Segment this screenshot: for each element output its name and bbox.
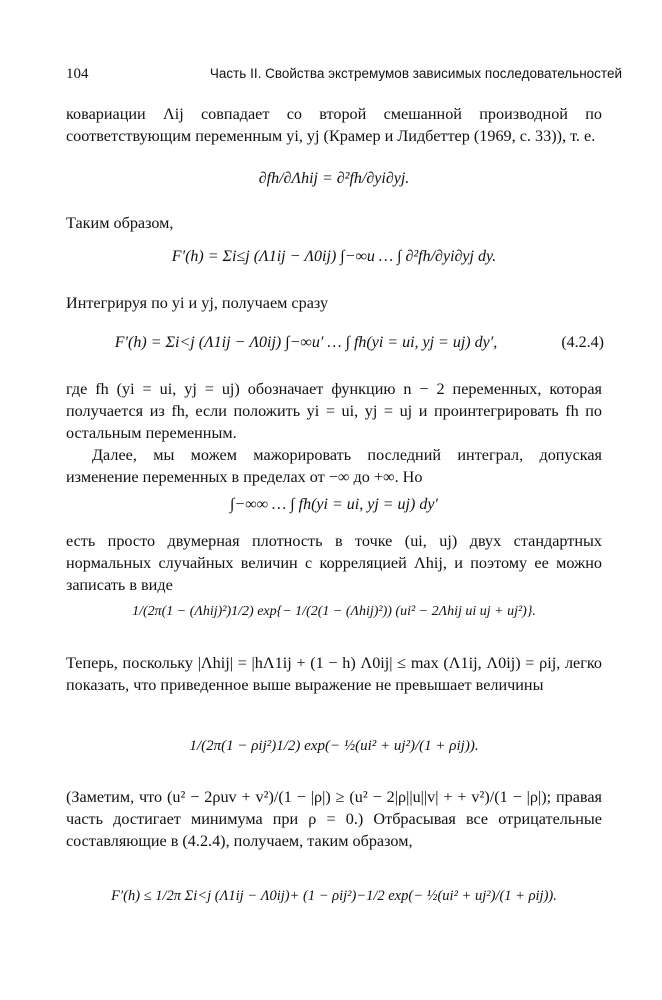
equation-6: 1/(2π(1 − ρij²)1/2) exp(− ½(ui² + uj²)/(1 + ρij)).	[189, 738, 479, 754]
equation-3-number: (4.2.4)	[561, 334, 604, 351]
paragraph-3: Интегрируя по yi и yj, получаем сразу	[66, 294, 329, 312]
paragraph-6: есть просто двумерная плотность в точке (ui, uj) двух стандартных нормальных случайных величин с корреляцией Λhij, и поэтому ее можно записать в виде	[66, 532, 602, 594]
equation-4: ∫−∞∞ … ∫ fh(yi = ui, yj = uj) dy′	[230, 496, 438, 513]
paragraph-2: Таким образом,	[66, 214, 174, 232]
paragraph-5: Далее, мы можем мажорировать последний интеграл, допуская изменение переменных в пределах от −∞ до +∞. Но	[66, 446, 602, 486]
paragraph-1: ковариации Λij совпадает со второй смешанной производной по соответствующим переменным yi, yj (Крамер и Лидбеттер (1969, с. 33)), т. е.	[66, 105, 602, 145]
paragraph-7: Теперь, поскольку |Λhij| = |hΛ1ij + (1 − h) Λ0ij| ≤ max (Λ1ij, Λ0ij) = ρij, легко показать, что приведенное выше выражение не превышает величины	[66, 654, 602, 694]
equation-3: F′(h) = Σi<j (Λ1ij − Λ0ij) ∫−∞u′ … ∫ fh(yi = ui, yj = uj) dy′,	[114, 334, 498, 351]
page-number: 104	[66, 66, 89, 82]
paragraph-4: где fh (yi = ui, yj = uj) обозначает функцию n − 2 переменных, которая получается из fh, если положить yi = ui, yj = uj и проинтегрировать fh по остальным переменным.	[66, 380, 602, 442]
running-head: Часть II. Свойства экстремумов зависимых последовательностей	[209, 66, 622, 81]
page-header	[66, 66, 622, 88]
equation-5: 1/(2π(1 − (Λhij)²)1/2) exp{− 1/(2(1 − (Λhij)²)) (ui² − 2Λhij ui uj + uj²)}.	[132, 604, 536, 619]
equation-7: F′(h) ≤ 1/2π Σi<j (Λ1ij − Λ0ij)+ (1 − ρij²)−1/2 exp(− ½(ui² + uj²)/(1 + ρij)).	[111, 888, 557, 904]
equation-1: ∂fh/∂Λhij = ∂²fh/∂yi∂yj.	[258, 170, 410, 187]
paragraph-8: (Заметим, что (u² − 2ρuv + v²)/(1 − |ρ|) ≥ (u² − 2|ρ||u||v| + + v²)/(1 − |ρ|); правая часть достигает минимума при ρ = 0.) Отбрасывая все отрицательные составляющие в (4.2.4), получаем, таким образом,	[66, 788, 602, 850]
equation-2: F′(h) = Σi≤j (Λ1ij − Λ0ij) ∫−∞u … ∫ ∂²fh/∂yi∂yj dy.	[171, 248, 497, 265]
